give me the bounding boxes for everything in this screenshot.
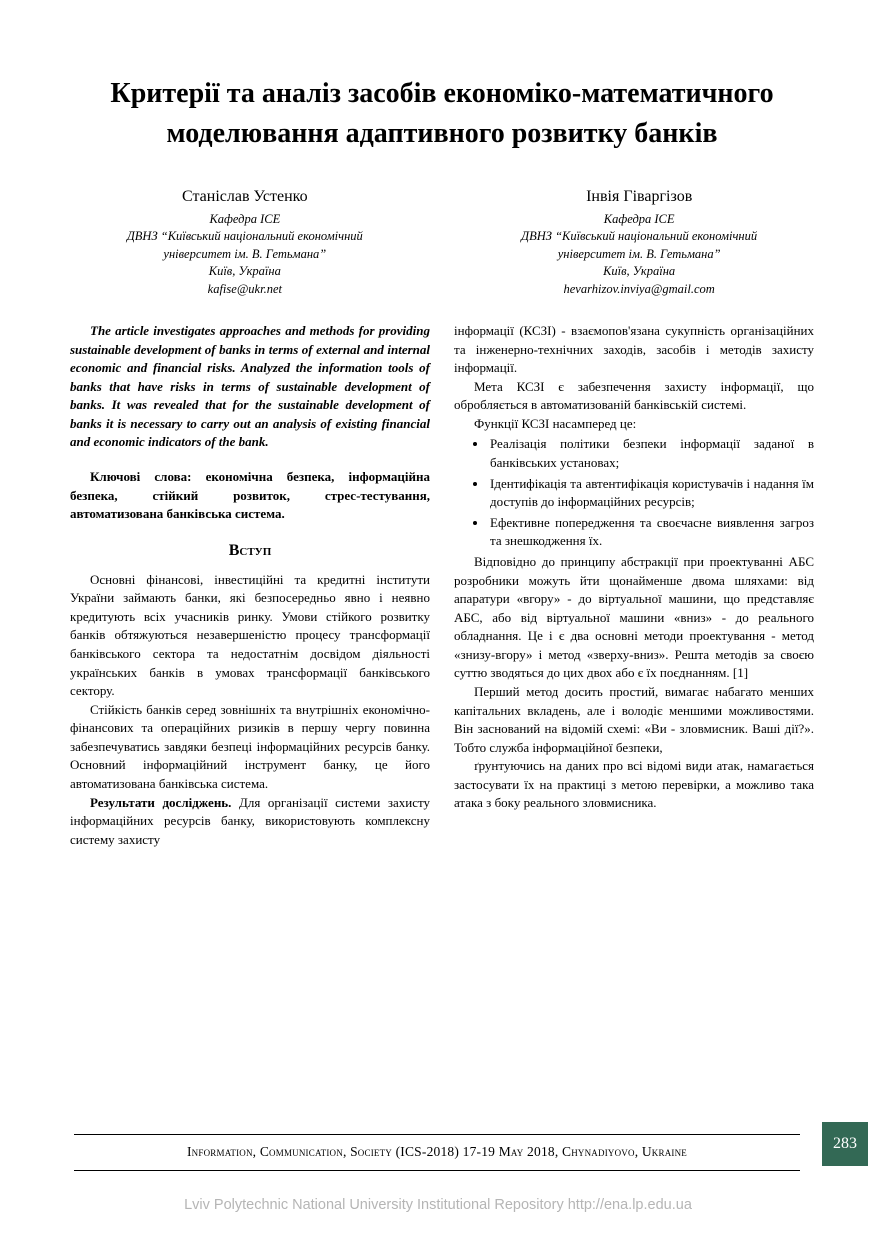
author-email: kafise@ukr.net bbox=[207, 281, 282, 296]
body-paragraph: інформації (КСЗІ) - взаємопов'язана сукупність організаційних та інженерно-технічних заходів, засобів і методів захисту інформації. bbox=[454, 323, 814, 376]
list-item: • Реалізація політики безпеки інформації заданої в банківських установах; bbox=[488, 435, 814, 472]
keywords-paragraph: Ключові слова: економічна безпека, інформаційна безпека, стійкий розвиток, стрес-тестування, автоматизована банківська система. bbox=[70, 469, 430, 522]
author-email: hevarhizov.inviya@gmail.com bbox=[563, 281, 715, 296]
body-paragraph: ґрунтуючись на даних про всі відомі види атак, намагається застосувати їх на практиці з метою перевірки, а можливо така атака з боку реального зловмисника. bbox=[454, 758, 814, 811]
body-paragraph: Мета КСЗІ є забезпечення захисту інформації, що обробляється в автоматизованій банківській системі. bbox=[454, 378, 814, 413]
author-name: Інвія Гіваргізов bbox=[586, 187, 693, 205]
left-column bbox=[70, 322, 430, 849]
paper-title: Критерії та аналіз засобів економіко-математичного моделювання адаптивного розвитку банків bbox=[110, 78, 774, 149]
author-block-1 bbox=[70, 188, 420, 299]
author-city: Київ, Україна bbox=[208, 264, 281, 278]
author-block-2 bbox=[464, 188, 814, 299]
author-affiliation: ДВНЗ “Київський національний економічний університет ім. В. Гетьмана” bbox=[126, 229, 363, 261]
body-paragraph: Перший метод досить простий, вимагає набагато менших капітальних вкладень, але і володіє меншими можливостями. Він заснований на відомій схемі: «Ви - зловмисник. Ваші дії?». Тобто служба інформаційної безпеки, bbox=[454, 683, 814, 755]
page-number-badge: 283 bbox=[822, 1122, 868, 1166]
author-meta bbox=[464, 211, 814, 299]
author-affiliation: ДВНЗ “Київський національний економічний університет ім. В. Гетьмана” bbox=[521, 229, 758, 261]
author-meta bbox=[70, 211, 420, 299]
author-department: Кафедра ІСЕ bbox=[603, 211, 675, 226]
repository-note: Lviv Polytechnic National University Institutional Repository http://ena.lp.edu.ua bbox=[184, 1197, 692, 1213]
author-name: Станіслав Устенко bbox=[182, 187, 308, 205]
conference-footer: Information, Communication, Society (ICS-2018) 17-19 May 2018, Chynadiyovo, Ukraine bbox=[74, 1134, 800, 1171]
page-content bbox=[70, 74, 814, 849]
body-columns bbox=[70, 322, 814, 849]
list-item: • Ефективне попередження та своєчасне виявлення загроз та знешкодження їх. bbox=[488, 514, 814, 551]
results-paragraph bbox=[70, 794, 430, 850]
right-column bbox=[454, 322, 814, 849]
section-heading-vstup: Вступ bbox=[228, 541, 272, 559]
ksz-functions-list bbox=[454, 435, 814, 550]
body-paragraph: Стійкість банків серед зовнішніх та внутрішніх економічно-фінансових та операційних ризиків в першу чергу повинна забезпечуватись завдяки безпеці інформаційних ресурсів банку. Основний інформаційний інструмент банку, це його автоматизована банківська система. bbox=[70, 701, 430, 792]
body-paragraph: Функції КСЗІ насамперед це: bbox=[474, 415, 637, 431]
results-label: Результати досліджень. bbox=[90, 794, 232, 810]
body-paragraph: Основні фінансові, інвестиційні та кредитні інститути України займають банки, які безпосередньо явно і неявно кредитують всіх учасників ринку. Умови стійкого розвитку банків обтяжуються незавершеністю процесу трансформації банківського сектора та недостатнім досвідом діяльності українських банків в умовах трансформації банківського сектору. bbox=[70, 571, 430, 699]
authors-row bbox=[70, 188, 814, 299]
author-city: Київ, Україна bbox=[603, 264, 676, 278]
body-paragraph: Відповідно до принципу абстракції при проектуванні АБС розробники можуть йти щонайменше двома шляхами: від апаратури «вгору» - до віртуальної машини, що представляє АБС, або від віртуальної машини «вниз» - до реального обладнання. Це і є два основні методи проектування - метод «знизу-вгору» і метод «зверху-вниз». Решта методів за своєю суттю зводяться до цих двох або є їх поєднанням. [1] bbox=[454, 553, 814, 681]
results-text: Для організації системи захисту інформаційних ресурсів банку, використовують комплексну систему захисту bbox=[70, 794, 430, 847]
abstract-paragraph: The article investigates approaches and methods for providing sustainable development of banks in terms of external and internal economic and financial risks. Analyzed the information tools of banks that have risks in terms of sustainable development of banks. It was revealed that for the sustainable development of banks it is necessary to carry out an analysis of existing financial and economic indicators of the bank. bbox=[70, 323, 430, 450]
author-department: Кафедра ІСЕ bbox=[209, 211, 281, 226]
list-item: • Ідентифікація та автентифікація користувачів і надання їм доступів до інформаційних ресурсів; bbox=[488, 475, 814, 512]
